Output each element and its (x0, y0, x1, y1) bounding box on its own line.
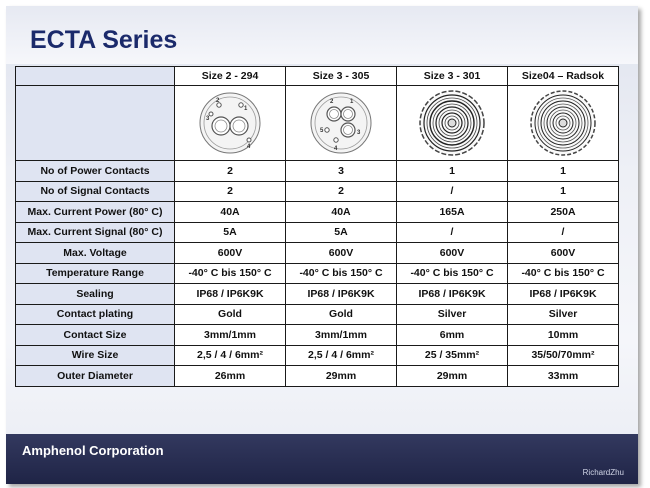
table-cell: 2 (175, 181, 286, 202)
pin-label: 1 (350, 99, 354, 105)
connector-radsok-ring-icon (417, 88, 487, 158)
table-cell: 29mm (286, 366, 397, 387)
row-label: Contact Size (16, 325, 175, 346)
pin-label: 4 (334, 146, 338, 152)
table-cell: 25 / 35mm² (397, 345, 508, 366)
table-cell: IP68 / IP6K9K (508, 284, 619, 305)
table-cell: 10mm (508, 325, 619, 346)
table-cell: 29mm (397, 366, 508, 387)
table-cell: 1 (508, 161, 619, 182)
table-cell: Gold (286, 304, 397, 325)
table-cell: 600V (175, 243, 286, 264)
table-cell: 600V (397, 243, 508, 264)
table-cell: Silver (508, 304, 619, 325)
image-row-label (16, 86, 175, 161)
pin-label: 5 (320, 128, 324, 134)
pin-label: 3 (206, 116, 210, 122)
slide (6, 6, 638, 484)
table-cell: 600V (508, 243, 619, 264)
pin-label: 2 (330, 99, 334, 105)
connector-radsok-ring-icon (528, 88, 598, 158)
table-row (16, 263, 619, 284)
table-row (16, 161, 619, 182)
table-cell: / (397, 222, 508, 243)
table-cell: 26mm (175, 366, 286, 387)
image-row (16, 86, 619, 161)
title-bar (6, 6, 638, 64)
table-cell: 3mm/1mm (175, 325, 286, 346)
row-label: No of Signal Contacts (16, 181, 175, 202)
table-cell: -40° C bis 150° C (397, 263, 508, 284)
table-cell: 6mm (397, 325, 508, 346)
table-cell: 2 (175, 161, 286, 182)
table-row (16, 181, 619, 202)
table-cell: 1 (508, 181, 619, 202)
corner-cell (16, 67, 175, 86)
table-cell: 5A (175, 222, 286, 243)
table-cell: IP68 / IP6K9K (286, 284, 397, 305)
table-row (16, 304, 619, 325)
image-cell (175, 86, 286, 161)
table-cell: / (508, 222, 619, 243)
connector-3pin-icon (308, 90, 374, 156)
column-header: Size04 – Radsok (508, 67, 619, 86)
table-cell: IP68 / IP6K9K (175, 284, 286, 305)
table-cell: 33mm (508, 366, 619, 387)
pin-label: 1 (244, 106, 248, 112)
pin-label: 2 (216, 98, 220, 104)
table-cell: 1 (397, 161, 508, 182)
column-header: Size 2 - 294 (175, 67, 286, 86)
table-cell: IP68 / IP6K9K (397, 284, 508, 305)
row-label: No of Power Contacts (16, 161, 175, 182)
column-header: Size 3 - 305 (286, 67, 397, 86)
row-label: Contact plating (16, 304, 175, 325)
table-cell: 600V (286, 243, 397, 264)
row-label: Temperature Range (16, 263, 175, 284)
table-row (16, 345, 619, 366)
company-name: Amphenol Corporation (22, 443, 164, 458)
table-cell: 40A (175, 202, 286, 223)
row-label: Max. Voltage (16, 243, 175, 264)
table-cell: 2,5 / 4 / 6mm² (286, 345, 397, 366)
row-label: Sealing (16, 284, 175, 305)
row-label: Max. Current Power (80° C) (16, 202, 175, 223)
table-row (16, 222, 619, 243)
image-cell (508, 86, 619, 161)
footer-bar (6, 434, 638, 484)
table-row (16, 366, 619, 387)
pin-label: 4 (247, 144, 251, 150)
table-cell: 5A (286, 222, 397, 243)
row-label: Outer Diameter (16, 366, 175, 387)
table-row (16, 202, 619, 223)
slide-title: ECTA Series (30, 26, 178, 54)
table-cell: 3 (286, 161, 397, 182)
table-cell: 40A (286, 202, 397, 223)
table-cell: 2,5 / 4 / 6mm² (175, 345, 286, 366)
table-cell: 3mm/1mm (286, 325, 397, 346)
table-cell: 250A (508, 202, 619, 223)
table-cell: 35/50/70mm² (508, 345, 619, 366)
table-cell: Silver (397, 304, 508, 325)
connector-2pin-icon (197, 90, 263, 156)
header-row (16, 67, 619, 86)
table-cell: Gold (175, 304, 286, 325)
image-cell (397, 86, 508, 161)
row-label: Wire Size (16, 345, 175, 366)
author-credit: RichardZhu (582, 468, 624, 477)
pin-label: 3 (357, 130, 361, 136)
table-cell: -40° C bis 150° C (286, 263, 397, 284)
table-row (16, 284, 619, 305)
spec-table (15, 66, 619, 387)
table-cell: -40° C bis 150° C (508, 263, 619, 284)
row-label: Max. Current Signal (80° C) (16, 222, 175, 243)
table-row (16, 325, 619, 346)
table-row (16, 243, 619, 264)
table-cell: -40° C bis 150° C (175, 263, 286, 284)
image-cell (286, 86, 397, 161)
table-cell: 2 (286, 181, 397, 202)
table-cell: 165A (397, 202, 508, 223)
column-header: Size 3 - 301 (397, 67, 508, 86)
table-cell: / (397, 181, 508, 202)
